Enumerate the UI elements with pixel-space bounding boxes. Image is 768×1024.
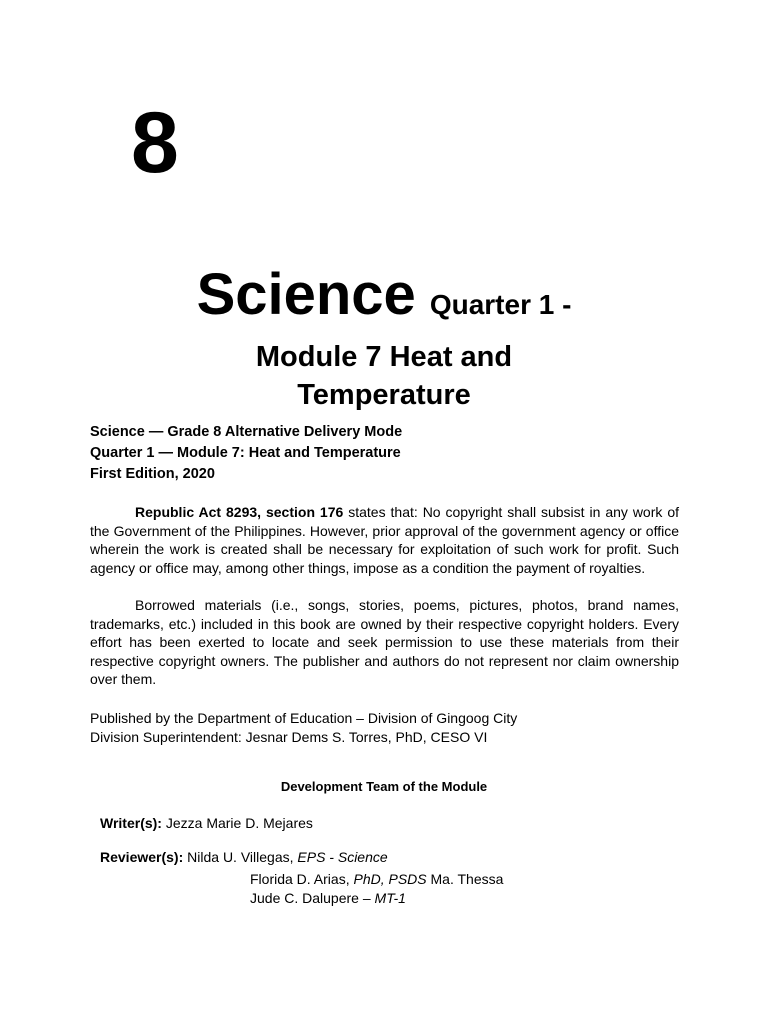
cover-title xyxy=(0,262,768,327)
subject-title: Science xyxy=(196,262,416,327)
writer-label: Writer(s): xyxy=(100,815,162,831)
borrowed-materials-paragraph: Borrowed materials (i.e., songs, stories, poems, pictures, photos, brand names, trademarks, etc.) included in this book are owned by their respective copyright holders. Every effort has been exerted to locate and seek permission to use these materials from their respective copyright owners. The publisher and authors do not represent nor claim ownership over them. xyxy=(90,597,679,688)
module-title xyxy=(0,338,768,414)
module-title-line2: Temperature xyxy=(297,379,471,411)
reviewer-3-name: Jude C. Dalupere – xyxy=(250,890,375,906)
superintendent-line: Division Superintendent: Jesnar Dems S. Torres, PhD, CESO VI xyxy=(90,728,488,745)
reviewer-3-row xyxy=(250,889,503,908)
module-title-line1: Module 7 Heat and xyxy=(255,341,513,373)
copyright-paragraph xyxy=(90,503,679,577)
reviewer-2-row xyxy=(250,870,503,889)
publisher-line: Published by the Department of Education – Division of Gingoog City xyxy=(90,710,518,726)
reviewer-1-name: Nilda U. Villegas, xyxy=(183,849,298,865)
writer-name: Jezza Marie D. Mejares xyxy=(161,815,313,831)
reviewer-3-title: MT-1 xyxy=(374,890,406,906)
grade-number: 8 xyxy=(131,95,179,191)
writer-row xyxy=(100,814,313,833)
development-team-heading: Development Team of the Module xyxy=(280,779,488,794)
act-reference: Republic Act 8293, section 176 xyxy=(135,504,344,520)
info-line-2: Quarter 1 — Module 7: Heat and Temperature xyxy=(90,445,401,461)
reviewer-row xyxy=(100,848,388,867)
publisher-block xyxy=(90,709,517,746)
reviewer-2-after: Ma. Thessa xyxy=(426,871,504,887)
reviewer-2-title: PhD, PSDS xyxy=(353,871,427,887)
info-line-3: First Edition, 2020 xyxy=(90,466,215,482)
info-line-1: Science — Grade 8 Alternative Delivery Mode xyxy=(90,424,403,440)
reviewer-1-title: EPS - Science xyxy=(297,849,388,865)
act-text: states that: No copyright shall subsist in any work of the Government of the Philippines. However, prior approval of the government agency or office wherein the work is created shall be necessary for exploitation of such work for profit. Such agency or office may, among other things, impose as a condition the payment of royalties. xyxy=(90,504,679,576)
reviewer-2-name: Florida D. Arias, xyxy=(250,871,354,887)
reviewer-label: Reviewer(s): xyxy=(100,849,184,865)
edition-info xyxy=(90,422,402,485)
quarter-label: Quarter 1 - xyxy=(429,289,572,320)
reviewer-list xyxy=(250,870,503,908)
